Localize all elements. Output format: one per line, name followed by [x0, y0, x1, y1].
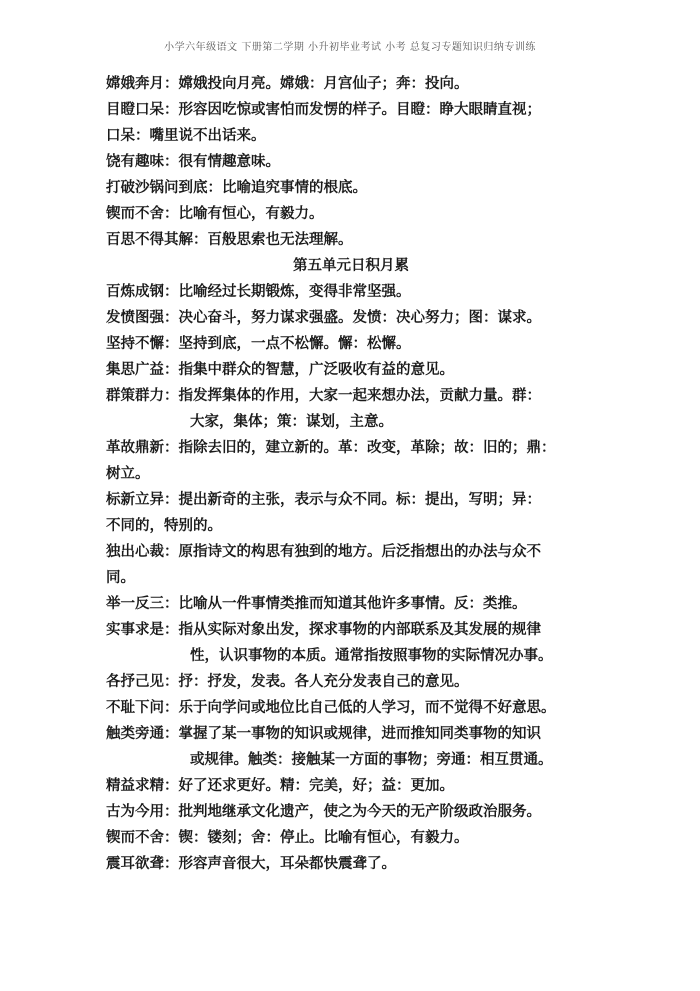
text-line: 百思不得其解：百般思索也无法理解。: [106, 232, 353, 248]
document-body: [106, 71, 596, 877]
text-line: 嫦娥奔月：嫦娥投向月亮。嫦娥：月宫仙子；奔：投向。: [106, 76, 469, 92]
text-line: 触类旁通：掌握了某一事物的知识或规律，进而推知同类事物的知识: [106, 726, 541, 742]
text-line: 群策群力：指发挥集体的作用，大家一起来想办法，贡献力量。群：: [106, 388, 541, 404]
text-line: 震耳欲聋：形容声音很大，耳朵都快震聋了。: [106, 856, 396, 872]
text-line: 各抒己见：抒：抒发，发表。各人充分发表自己的意见。: [106, 674, 469, 690]
text-line: 或规律。触类：接触某一方面的事物；旁通：相互贯通。: [190, 752, 553, 768]
page-header: 小学六年级语文 下册第二学期 小升初毕业考试 小考 总复习专题知识归纳专训练: [164, 42, 536, 53]
text-line: 目瞪口呆：形容因吃惊或害怕而发愣的样子。目瞪：睁大眼睛直视；: [106, 102, 541, 118]
text-line: 不同的，特别的。: [106, 518, 222, 534]
text-line: 革故鼎新：指除去旧的，建立新的。革：改变，革除；故：旧的；鼎：: [106, 440, 556, 456]
text-line: 锲而不舍：锲：镂刻；舍：停止。比喻有恒心，有毅力。: [106, 830, 469, 846]
text-line: 树立。: [106, 466, 150, 482]
text-line: 锲而不舍：比喻有恒心，有毅力。: [106, 206, 324, 222]
text-line: 同。: [106, 570, 135, 586]
text-line: 性，认识事物的本质。通常指按照事物的实际情况办事。: [190, 648, 553, 664]
text-line: 标新立异：提出新奇的主张，表示与众不同。标：提出，写明；异：: [106, 492, 541, 508]
section-title: 第五单元日积月累: [293, 258, 409, 274]
text-line: 口呆：嘴里说不出话来。: [106, 128, 266, 144]
text-line: 独出心裁：原指诗文的构思有独到的地方。后泛指想出的办法与众不: [106, 544, 541, 560]
text-line: 大家，集体；策：谋划，主意。: [190, 414, 393, 430]
text-line: 古为今用：批判地继承文化遗产，使之为今天的无产阶级政治服务。: [106, 804, 541, 820]
text-line: 打破沙锅问到底：比喻追究事情的根底。: [106, 180, 367, 196]
text-line: 发愤图强：决心奋斗，努力谋求强盛。发愤：决心努力；图：谋求。: [106, 310, 541, 326]
text-line: 集思广益：指集中群众的智慧，广泛吸收有益的意见。: [106, 362, 454, 378]
text-line: 举一反三：比喻从一件事情类推而知道其他许多事情。反：类推。: [106, 596, 527, 612]
text-line: 实事求是：指从实际对象出发，探求事物的内部联系及其发展的规律: [106, 622, 541, 638]
text-line: 精益求精：好了还求更好。精：完美，好；益：更加。: [106, 778, 454, 794]
text-line: 饶有趣味：很有情趣意味。: [106, 154, 280, 170]
text-line: 百炼成钢：比喻经过长期锻炼，变得非常坚强。: [106, 284, 411, 300]
text-line: 坚持不懈：坚持到底，一点不松懈。懈：松懈。: [106, 336, 411, 352]
text-line: 不耻下问：乐于向学问或地位比自己低的人学习，而不觉得不好意思。: [106, 700, 556, 716]
